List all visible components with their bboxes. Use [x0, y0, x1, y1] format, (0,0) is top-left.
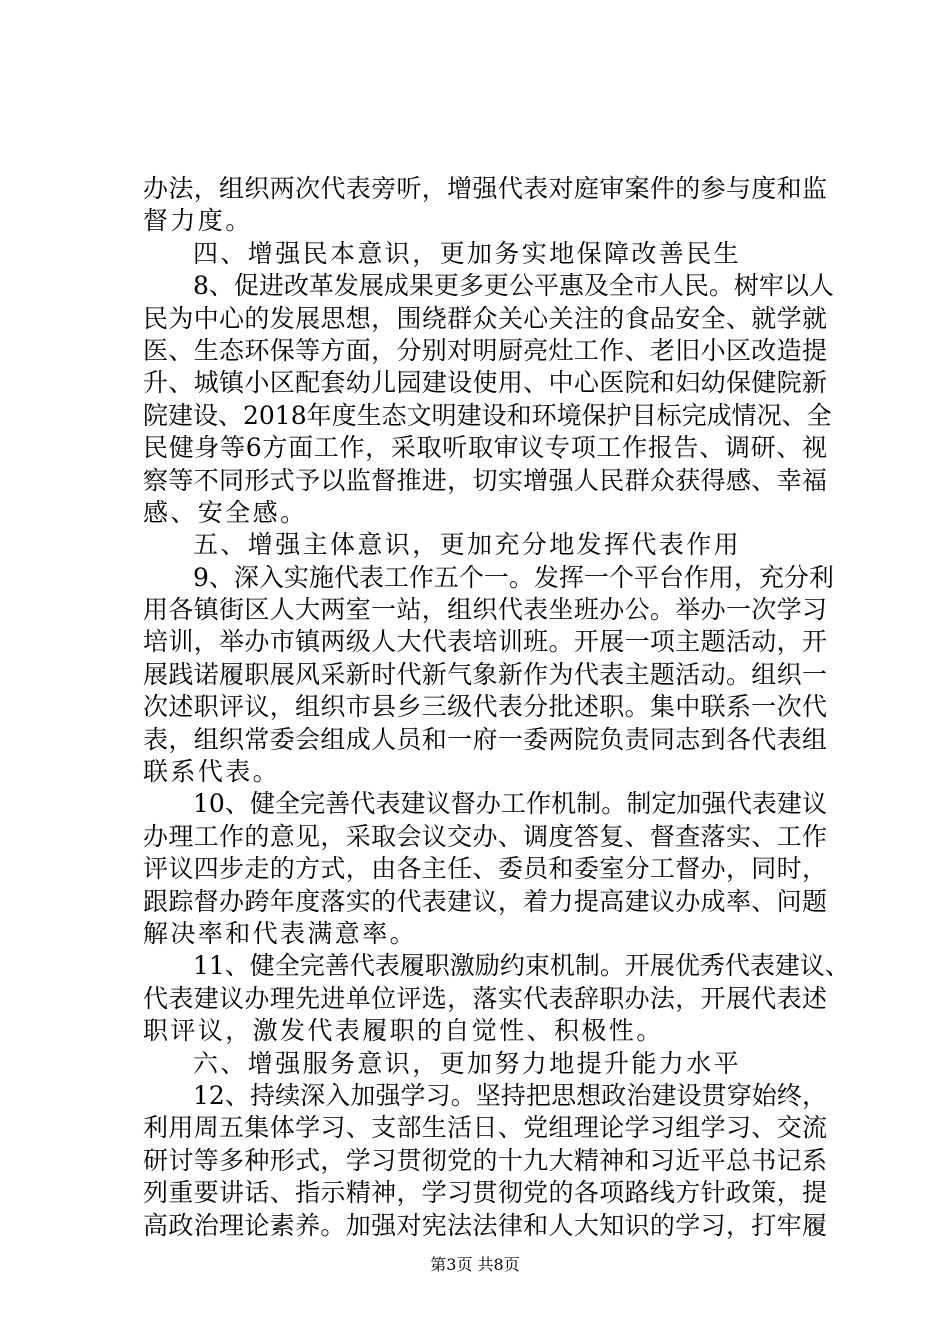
text-line: 解决率和代表满意率。 [143, 918, 418, 948]
text-line: 民健身等6方面工作，采取听取审议专项工作报告、调研、视 [143, 433, 827, 463]
page-footer: 第3页 共8页 [430, 1255, 520, 1274]
text-line: 四、增强民本意识，更加务实地保障改善民生 [193, 238, 742, 268]
text-line: 督力度。 [143, 206, 253, 236]
text-line: 升、城镇小区配套幼儿园建设使用、中心医院和妇幼保健院新 [143, 368, 827, 398]
text-line: 医、生态环保等方面，分别对明厨亮灶工作、老旧小区改造提 [143, 335, 827, 365]
text-line: 用各镇街区人大两室一站，组织代表坐班办公。举办一次学习 [143, 595, 827, 625]
text-line: 办法，组织两次代表旁听，增强代表对庭审案件的参与度和监 [143, 174, 827, 203]
text-line: 利用周五集体学习、支部生活日、党组理论学习组学习、交流 [143, 1113, 827, 1143]
text-line: 代表建议办理先进单位评选，落实代表辞职办法，开展代表述 [143, 983, 827, 1013]
text-line: 跟踪督办跨年度落实的代表建议，着力提高建议办成率、问题 [143, 886, 827, 916]
text-line: 职评议，激发代表履职的自觉性、积极性。 [143, 1016, 664, 1046]
text-line: 五、增强主体意识，更加充分地发挥代表作用 [193, 530, 742, 560]
text-line: 研讨等多种形式，学习贯彻党的十九大精神和习近平总书记系 [143, 1145, 827, 1175]
text-line: 10、健全完善代表建议督办工作机制。制定加强代表建议 [193, 789, 827, 819]
text-line: 院建设、2018年度生态文明建设和环境保护目标完成情况、全 [143, 400, 832, 430]
text-line: 12、持续深入加强学习。坚持把思想政治建设贯穿始终， [193, 1080, 827, 1110]
text-line: 9、深入实施代表工作五个一。发挥一个平台作用，充分利 [193, 562, 834, 592]
text-line: 11、健全完善代表履职激励约束机制。开展优秀代表建议、 [193, 951, 850, 981]
text-line: 8、促进改革发展成果更多更公平惠及全市人民。树牢以人 [193, 271, 834, 301]
text-line: 感、安全感。 [143, 497, 308, 527]
document-body [143, 173, 850, 1242]
text-line: 察等不同形式予以监督推进，切实增强人民群众获得感、幸福 [143, 465, 827, 495]
text-line: 展践诺履职展风采新时代新气象新作为代表主题活动。组织一 [143, 659, 827, 689]
text-line: 六、增强服务意识，更加努力地提升能力水平 [193, 1048, 742, 1078]
text-line: 联系代表。 [143, 757, 281, 787]
text-line: 民为中心的发展思想，围绕群众关心关注的食品安全、就学就 [143, 303, 827, 333]
text-line: 培训，举办市镇两级人大代表培训班。开展一项主题活动，开 [143, 627, 827, 657]
text-line: 列重要讲话、指示精神，学习贯彻党的各项路线方针政策，提 [143, 1178, 827, 1208]
text-line: 次述职评议，组织市县乡三级代表分批述职。集中联系一次代 [143, 692, 827, 722]
text-line: 办理工作的意见，采取会议交办、调度答复、督查落实、工作 [143, 821, 827, 851]
text-line: 高政治理论素养。加强对宪法法律和人大知识的学习，打牢履 [143, 1210, 827, 1240]
text-line: 评议四步走的方式，由各主任、委员和委室分工督办，同时， [143, 854, 827, 884]
text-line: 表，组织常委会组成人员和一府一委两院负责同志到各代表组 [143, 724, 827, 754]
